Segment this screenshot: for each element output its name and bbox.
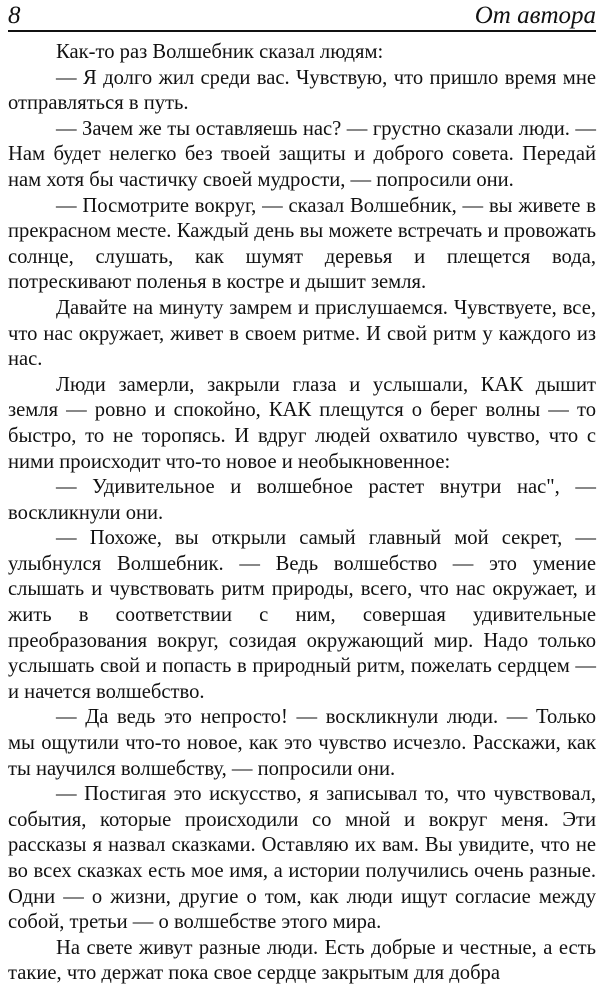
paragraph: Как-то раз Волшебник сказал людям: bbox=[56, 41, 384, 63]
page-header bbox=[8, 2, 596, 32]
paragraph: — Зачем же ты оставляешь нас? — грустно сказали люди. — Нам будет нелегко без твоей защиты и доброго совета. Передай нам хотя бы частичку своей мудрости, — попросили они. bbox=[8, 117, 596, 191]
body-text bbox=[8, 40, 596, 987]
header-rule bbox=[8, 30, 596, 32]
paragraph: На свете живут разные люди. Есть добрые и честные, а есть такие, что держат пока свое сердце закрытым для добра bbox=[8, 936, 596, 985]
running-head: От автора bbox=[474, 2, 596, 29]
paragraph: Давайте на минуту замрем и прислушаемся. Чувствуете, все, что нас окружает, живет в своем ритме. И свой ритм у каждого из нас. bbox=[8, 296, 596, 371]
paragraph: — Я долго жил среди вас. Чувствую, что пришло время мне отправляться в путь. bbox=[8, 66, 596, 115]
paragraph: Люди замерли, закрыли глаза и услышали, КАК дышит земля — ровно и спокойно, КАК плещутся о берег волны — то быстро, то не торопясь. И вдруг людей охватило чувство, что с ними происходит что-то новое и необыкновенное: bbox=[8, 373, 596, 473]
paragraph: — Постигая это искусство, я записывал то, что чувствовал, события, которые происходили со мной и вокруг меня. Эти рассказы я назвал сказками. Оставляю их вам. Вы увидите, что не во всех сказках есть мое имя, а истории получились очень разные. Одни — о жизни, другие о том, как люди ищут согласие между собой, третьи — о волшебстве этого мира. bbox=[8, 783, 596, 934]
paragraph: — Посмотрите вокруг, — сказал Волшебник, — вы живете в прекрасном месте. Каждый день вы можете встречать и провожать солнце, слушать, как шумят деревья и плещется вода, потрескивают поленья в костре и дышит земля. bbox=[8, 194, 596, 294]
paragraph: — Удивительное и волшебное растет внутри нас", — воскликнули они. bbox=[8, 476, 596, 524]
page-number: 8 bbox=[8, 2, 21, 29]
paragraph: — Да ведь это непросто! — воскликнули люди. — Только мы ощутили что-то новое, как это чувство исчезло. Расскажи, как ты научился волшебству, — попросили они. bbox=[8, 706, 596, 780]
paragraph: — Похоже, вы открыли самый главный мой секрет, — улыбнулся Волшебник. — Ведь волшебство — это умение слышать и чувствовать ритм природы, всего, что нас окружает, и жить в соответствии с ним, совершая удивительные преобразования вокруг, созидая окружающий мир. Надо только услышать свой и попасть в природный ритм, пожелать сердцем — и начется волшебство. bbox=[8, 527, 596, 703]
